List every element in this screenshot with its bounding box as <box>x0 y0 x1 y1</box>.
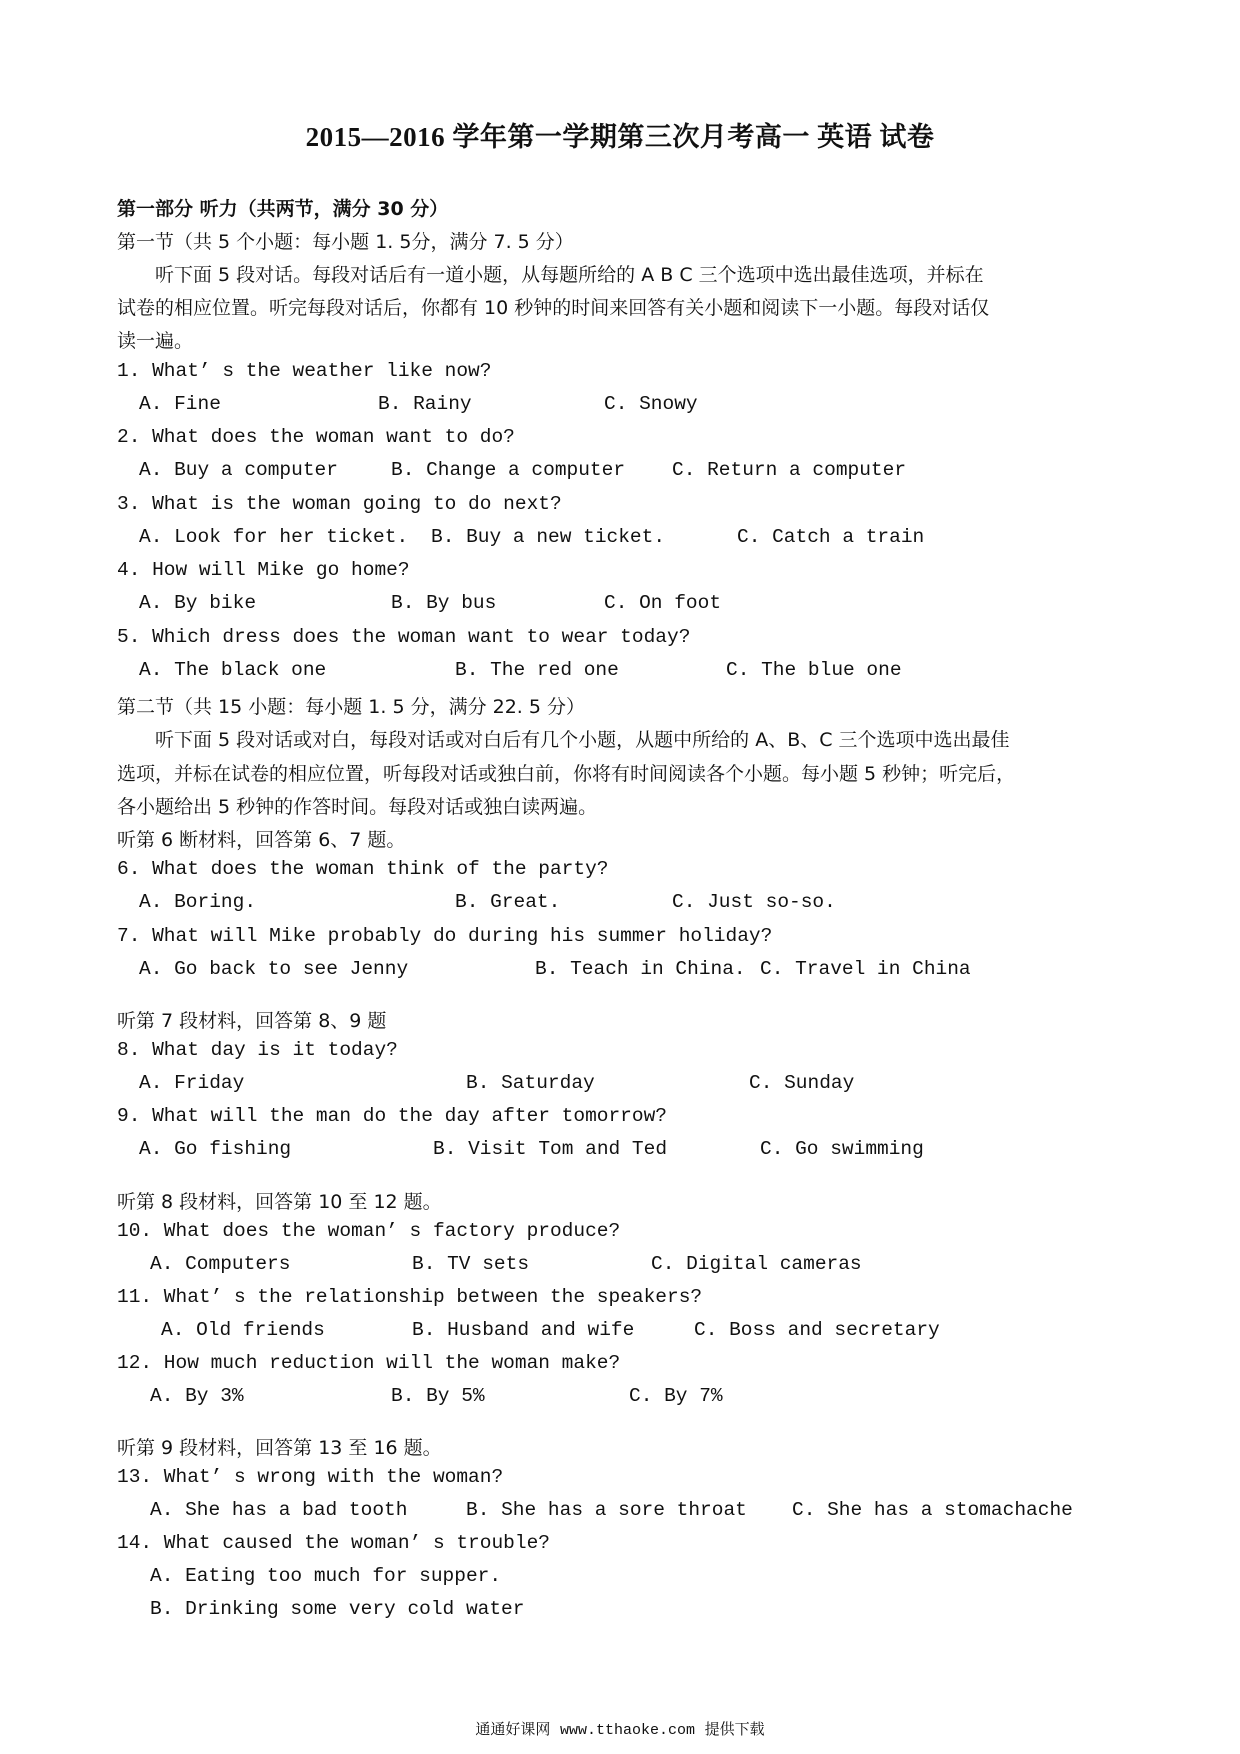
option-b: B. The red one <box>455 659 619 681</box>
section2-instruction-line: 听下面 5 段对话或对白，每段对话或对白后有几个小题，从题中所给的 A、B、C 三个选项中选出最佳 <box>117 729 1010 751</box>
question-stem: 12. How much reduction will the woman make? <box>117 1352 621 1374</box>
question-stem: 6. What does the woman think of the party? <box>117 858 609 880</box>
option-a: A. She has a bad tooth <box>150 1499 408 1521</box>
question-stem: 7. What will Mike probably do during his summer holiday? <box>117 925 773 947</box>
footer <box>0 1718 1240 1739</box>
option-b: B. Change a computer <box>391 459 626 481</box>
option-b: B. Great. <box>455 891 561 913</box>
section1-instruction-line: 读一遍。 <box>117 330 194 352</box>
option-b: B. By bus <box>391 592 497 614</box>
option-a: A. Eating too much for supper. <box>150 1565 502 1587</box>
footer-site: 通通好课网 <box>475 1720 551 1738</box>
option-c: C. Digital cameras <box>651 1253 862 1275</box>
option-b: B. She has a sore throat <box>466 1499 747 1521</box>
option-a: A. Go back to see Jenny <box>139 958 409 980</box>
question-stem: 9. What will the man do the day after tomorrow? <box>117 1105 667 1127</box>
option-a: A. By bike <box>139 592 257 614</box>
material-heading: 听第 9 段材料，回答第 13 至 16 题。 <box>117 1437 442 1459</box>
question-stem: 8. What day is it today? <box>117 1039 398 1061</box>
option-a: A. Look for her ticket. <box>139 526 409 548</box>
option-a: A. Computers <box>150 1253 291 1275</box>
question-stem: 10. What does the woman’ s factory produce? <box>117 1220 621 1242</box>
option-c: C. Boss and secretary <box>694 1319 940 1341</box>
option-b: B. Husband and wife <box>412 1319 635 1341</box>
section1-heading: 第一节（共 5 个小题：每小题 1. 5分，满分 7. 5 分） <box>117 231 574 253</box>
exam-title: 2015—2016 学年第一学期第三次月考高一 英语 试卷 <box>305 122 935 152</box>
option-b: B. Rainy <box>378 393 472 415</box>
option-c: C. On foot <box>604 592 722 614</box>
question-stem: 4. How will Mike go home? <box>117 559 410 581</box>
question-stem: 11. What’ s the relationship between the speakers? <box>117 1286 703 1308</box>
material-heading: 听第 7 段材料，回答第 8、9 题 <box>117 1010 387 1032</box>
footer-note: 提供下载 <box>704 1720 765 1738</box>
option-c: C. Just so-so. <box>672 891 836 913</box>
option-c: C. Travel in China <box>760 958 971 980</box>
option-c: C. The blue one <box>726 659 902 681</box>
question-stem: 3. What is the woman going to do next? <box>117 493 562 515</box>
question-stem: 1. What’ s the weather like now? <box>117 360 492 382</box>
option-b: B. By 5% <box>391 1385 485 1407</box>
option-b: B. Visit Tom and Ted <box>433 1138 668 1160</box>
option-c: C. She has a stomachache <box>792 1499 1073 1521</box>
question-stem: 14. What caused the woman’ s trouble? <box>117 1532 550 1554</box>
footer-url[interactable]: www.tthaoke.com <box>559 1722 696 1739</box>
option-c: C. Sunday <box>749 1072 855 1094</box>
option-c: C. Catch a train <box>737 526 925 548</box>
option-b: B. Buy a new ticket. <box>431 526 666 548</box>
section1-instruction-line: 听下面 5 段对话。每段对话后有一道小题，从每题所给的 A B C 三个选项中选出最佳选项，并标在 <box>117 264 984 286</box>
option-b: B. Saturday <box>466 1072 595 1094</box>
option-a: A. Fine <box>139 393 221 415</box>
question-stem: 2. What does the woman want to do? <box>117 426 515 448</box>
section1-instruction-line: 试卷的相应位置。听完每段对话后，你都有 10 秒钟的时间来回答有关小题和阅读下一小题。每段对话仅 <box>117 297 990 319</box>
section2-heading: 第二节（共 15 小题：每小题 1. 5 分，满分 22. 5 分） <box>117 696 586 718</box>
option-b: B. TV sets <box>412 1253 530 1275</box>
option-a: A. Buy a computer <box>139 459 338 481</box>
option-a: A. Friday <box>139 1072 245 1094</box>
section2-instruction-line: 各小题给出 5 秒钟的作答时间。每段对话或独白读两遍。 <box>117 796 598 818</box>
option-c: C. Snowy <box>604 393 698 415</box>
option-b: B. Teach in China. <box>535 958 746 980</box>
part1-heading: 第一部分 听力（共两节，满分 30 分） <box>117 198 449 220</box>
option-c: C. Go swimming <box>760 1138 924 1160</box>
option-b: B. Drinking some very cold water <box>150 1598 525 1620</box>
option-c: C. By 7% <box>629 1385 723 1407</box>
material-heading: 听第 8 段材料，回答第 10 至 12 题。 <box>117 1191 442 1213</box>
option-a: A. Boring. <box>139 891 257 913</box>
question-stem: 5. Which dress does the woman want to wear today? <box>117 626 691 648</box>
option-a: A. The black one <box>139 659 327 681</box>
option-c: C. Return a computer <box>672 459 907 481</box>
material-heading: 听第 6 断材料，回答第 6、7 题。 <box>117 829 406 851</box>
option-a: A. By 3% <box>150 1385 244 1407</box>
question-stem: 13. What’ s wrong with the woman? <box>117 1466 504 1488</box>
option-a: A. Old friends <box>161 1319 325 1341</box>
section2-instruction-line: 选项，并标在试卷的相应位置，听每段对话或独白前，你将有时间阅读各个小题。每小题 5 秒钟；听完后， <box>117 763 1016 785</box>
option-a: A. Go fishing <box>139 1138 292 1160</box>
